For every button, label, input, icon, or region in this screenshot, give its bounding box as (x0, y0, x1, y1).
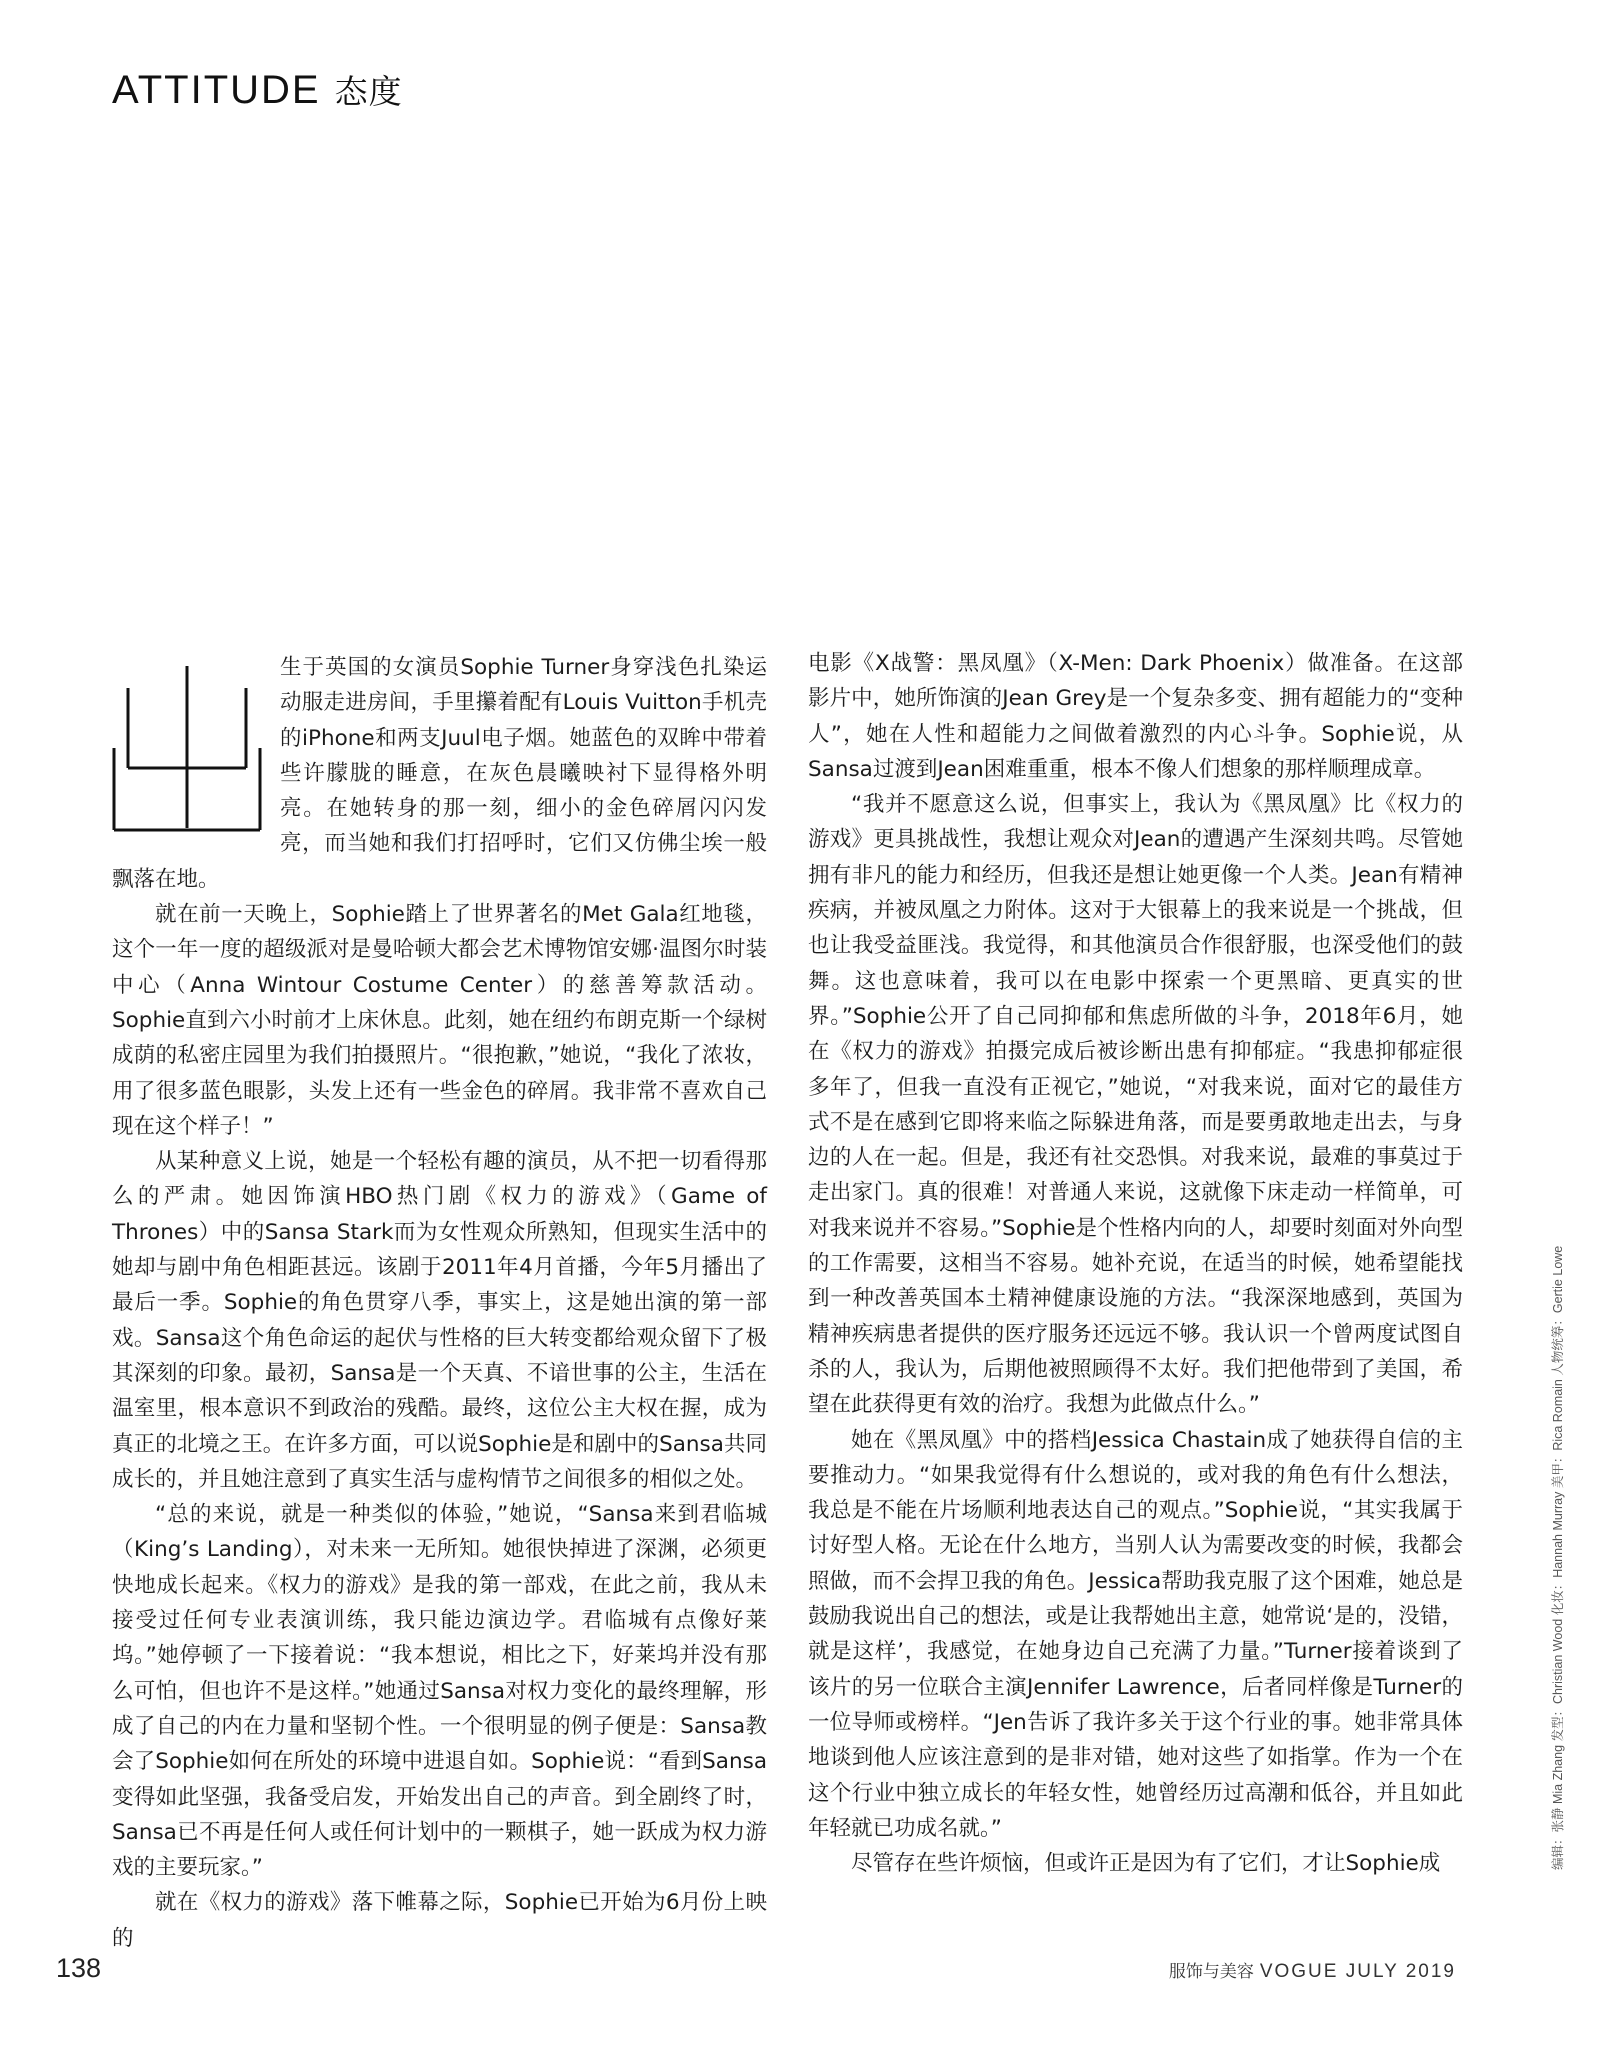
article-column-right (808, 646, 1463, 1881)
paragraph: 就在前一天晚上，Sophie踏上了世界著名的Met Gala红地毯，这个一年一度的超级派对是曼哈顿大都会艺术博物馆安娜·温图尔时装中心（Anna Wintour Costume Center）的慈善筹款活动。Sophie直到六小时前才上床休息。此刻，她在纽约布朗克斯一个绿树成荫的私密庄园里为我们拍摄照片。“很抱歉，”她说，“我化了浓妆，用了很多蓝色眼影，头发上还有一些金色的碎屑。我非常不喜欢自己现在这个样子！” (112, 902, 767, 1139)
paragraph: 尽管存在些许烦恼，但或许正是因为有了它们，才让Sophie成 (851, 1851, 1441, 1877)
photo-credits: 编辑：张静 Mia Zhang 发型：Christian Wood 化妆：Hannah Murray 美甲：Rica Romain 人物统筹：Gertie Lowe (1551, 1245, 1565, 1870)
magazine-issue: VOGUE JULY 2019 (1259, 1961, 1456, 1982)
magazine-footer (1169, 1957, 1456, 1983)
section-header (112, 66, 403, 113)
page-number: 138 (56, 1953, 102, 1983)
paragraph: “总的来说，就是一种类似的体验，”她说，“Sansa来到君临城（King’s Landing），对未来一无所知。她很快掉进了深渊，必须更快地成长起来。《权力的游戏》是我的第一部戏，在此之前，我从未接受过任何专业表演训练，我只能边演边学。君临城有点像好莱坞。”她停顿了一下接着说：“我本想说，相比之下，好莱坞并没有那么可怕，但也许不是这样。”她通过Sansa对权力变化的最终理解，形成了自己的内在力量和坚韧个性。一个很明显的例子便是：Sansa教会了Sophie如何在所处的环境中进退自如。Sophie说：“看到Sansa变得如此坚强，我备受启发，开始发出自己的声音。到全剧终了时，Sansa已不再是任何人或任何计划中的一颗棋子，她一跃成为权力游戏的主要玩家。” (112, 1502, 767, 1881)
paragraph: 电影《X战警：黑凤凰》（X-Men: Dark Phoenix）做准备。在这部影片中，她所饰演的Jean Grey是一个复杂多变、拥有超能力的“变种人”，她在人性和超能力之间做着激烈的内心斗争。Sophie说，从Sansa过渡到Jean困难重重，根本不像人们想象的那样顺理成章。 (808, 651, 1463, 782)
dropcap-glyph (112, 658, 262, 836)
paragraph: 就在《权力的游戏》落下帷幕之际，Sophie已开始为6月份上映的 (112, 1890, 767, 1951)
section-title-en: ATTITUDE (112, 68, 321, 112)
section-title-zh: 态度 (334, 72, 403, 111)
paragraph: 她在《黑凤凰》中的搭档Jessica Chastain成了她获得自信的主要推动力。“如果我觉得有什么想说的，或对我的角色有什么想法，我总是不能在片场顺利地表达自己的观点。”Sophie说，“其实我属于讨好型人格。无论在什么地方，当别人认为需要改变的时候，我都会照做，而不会捍卫我的角色。Jessica帮助我克服了这个困难，她总是鼓励我说出自己的想法，或是让我帮她出主意，她常说‘是的，没错，就是这样’，我感觉，在她身边自己充满了力量。”Turner接着谈到了该片的另一位联合主演Jennifer Lawrence，后者同样像是Turner的一位导师或榜样。“Jen告诉了我许多关于这个行业的事。她非常具体地谈到他人应该注意到的是非对错，她对这些了如指掌。作为一个在这个行业中独立成长的年轻女性，她曾经历过高潮和低谷，并且如此年轻就已功成名就。” (808, 1427, 1463, 1841)
paragraph: 从某种意义上说，她是一个轻松有趣的演员，从不把一切看得那么的严肃。她因饰演HBO热门剧《权力的游戏》（Game of Thrones）中的Sansa Stark而为女性观众所熟知，但现实生活中的她却与剧中角色相距甚远。该剧于2011年4月首播，今年5月播出了最后一季。Sophie的角色贯穿八季，事实上，这是她出演的第一部戏。Sansa这个角色命运的起伏与性格的巨大转变都给观众留下了极其深刻的印象。最初，Sansa是一个天真、不谙世事的公主，生活在温室里，根本意识不到政治的残酷。最终，这位公主大权在握，成为真正的北境之王。在许多方面，可以说Sophie是和剧中的Sansa共同成长的，并且她注意到了真实生活与虚构情节之间很多的相似之处。 (112, 1149, 767, 1492)
magazine-name-zh: 服饰与美容 (1168, 1962, 1254, 1982)
dropcap (112, 658, 262, 836)
paragraph: “我并不愿意这么说，但事实上，我认为《黑凤凰》比《权力的游戏》更具挑战性，我想让观众对Jean的遭遇产生深刻共鸣。尽管她拥有非凡的能力和经历，但我还是想让她更像一个人类。Jean有精神疾病，并被凤凰之力附体。这对于大银幕上的我来说是一个挑战，但也让我受益匪浅。我觉得，和其他演员合作很舒服，也深受他们的鼓舞。这也意味着，我可以在电影中探索一个更黑暗、更真实的世界。”Sophie公开了自己同抑郁和焦虑所做的斗争，2018年6月，她在《权力的游戏》拍摄完成后被诊断出患有抑郁症。“我患抑郁症很多年了，但我一直没有正视它，”她说，“对我来说，面对它的最佳方式不是在感到它即将来临之际躲进角落，而是要勇敢地走出去，与身边的人在一起。但是，我还有社交恐惧。对我来说，最难的事莫过于走出家门。真的很难！对普通人来说，这就像下床走动一样简单，可对我来说并不容易。”Sophie是个性格内向的人，却要时刻面对外向型的工作需要，这相当不容易。她补充说，在适当的时候，她希望能找到一种改善英国本土精神健康设施的方法。“我深深地感到，英国为精神疾病患者提供的医疗服务还远远不够。我认识一个曾两度试图自杀的人，我认为，后期他被照顾得不太好。我们把他带到了美国，希望在此获得更有效的治疗。我想为此做点什么。” (808, 792, 1463, 1418)
paragraph: 生于英国的女演员Sophie Turner身穿浅色扎染运动服走进房间，手里攥着配有Louis Vuitton手机壳的iPhone和两支Juul电子烟。她蓝色的双眸中带着些许朦胧的睡意，在灰色晨曦映衬下显得格外明亮。在她转身的那一刻，细小的金色碎屑闪闪发亮，而当她和我们打招呼时，它们又仿佛尘埃一般飘落在地。 (112, 655, 767, 892)
article-column-left (112, 650, 767, 1956)
